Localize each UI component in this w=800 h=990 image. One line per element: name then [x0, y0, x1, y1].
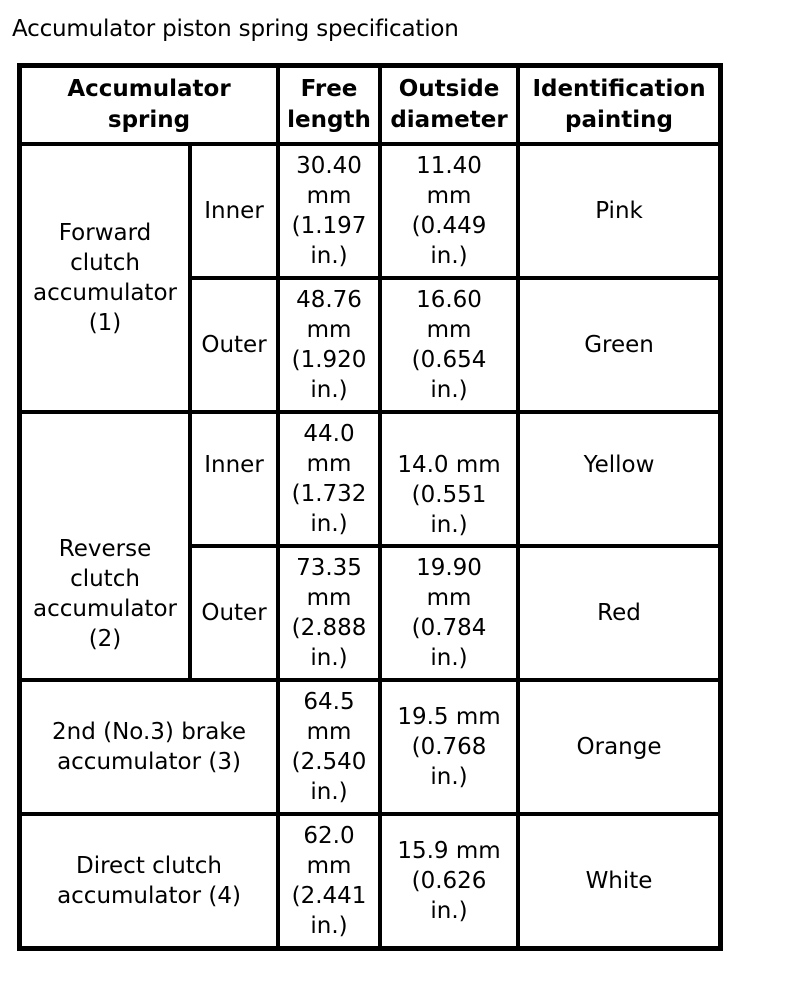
accumulator-name-cell: Forward clutch accumulator (1): [20, 144, 190, 412]
outside-diameter-cell: 19.5 mm (0.768 in.): [380, 680, 518, 814]
accumulator-name-cell: Direct clutch accumulator (4): [20, 814, 278, 948]
header-accumulator-spring: Accumulator spring: [20, 66, 278, 144]
header-identification-painting: Identification painting: [518, 66, 720, 144]
outside-diameter-cell: 14.0 mm (0.551 in.): [380, 412, 518, 546]
free-length-cell: 30.40 mm (1.197 in.): [278, 144, 380, 278]
outside-diameter-cell: 16.60 mm (0.654 in.): [380, 278, 518, 412]
painting-cell: Green: [518, 278, 720, 412]
painting-cell: Red: [518, 546, 720, 680]
outside-diameter-cell: 15.9 mm (0.626 in.): [380, 814, 518, 948]
spring-position-cell: Inner: [190, 412, 278, 546]
painting-cell: Orange: [518, 680, 720, 814]
header-row: [20, 66, 720, 144]
header-free-length: Free length: [278, 66, 380, 144]
painting-cell: Yellow: [518, 412, 720, 546]
table-row: [20, 412, 720, 546]
spring-position-cell: Inner: [190, 144, 278, 278]
outside-diameter-cell: 19.90 mm (0.784 in.): [380, 546, 518, 680]
page-title: Accumulator piston spring specification: [12, 16, 459, 42]
accumulator-name-cell: Reverse clutch accumulator (2): [20, 412, 190, 680]
table-row: [20, 680, 720, 814]
table-row: [20, 144, 720, 278]
table-row: [20, 814, 720, 948]
free-length-cell: 62.0 mm (2.441 in.): [278, 814, 380, 948]
accumulator-name-cell: 2nd (No.3) brake accumulator (3): [20, 680, 278, 814]
free-length-cell: 44.0 mm (1.732 in.): [278, 412, 380, 546]
header-outside-diameter: Outside diameter: [380, 66, 518, 144]
spring-spec-table: [17, 63, 723, 951]
free-length-cell: 73.35 mm (2.888 in.): [278, 546, 380, 680]
outside-diameter-cell: 11.40 mm (0.449 in.): [380, 144, 518, 278]
spring-position-cell: Outer: [190, 278, 278, 412]
painting-cell: White: [518, 814, 720, 948]
spring-position-cell: Outer: [190, 546, 278, 680]
painting-cell: Pink: [518, 144, 720, 278]
free-length-cell: 48.76 mm (1.920 in.): [278, 278, 380, 412]
free-length-cell: 64.5 mm (2.540 in.): [278, 680, 380, 814]
